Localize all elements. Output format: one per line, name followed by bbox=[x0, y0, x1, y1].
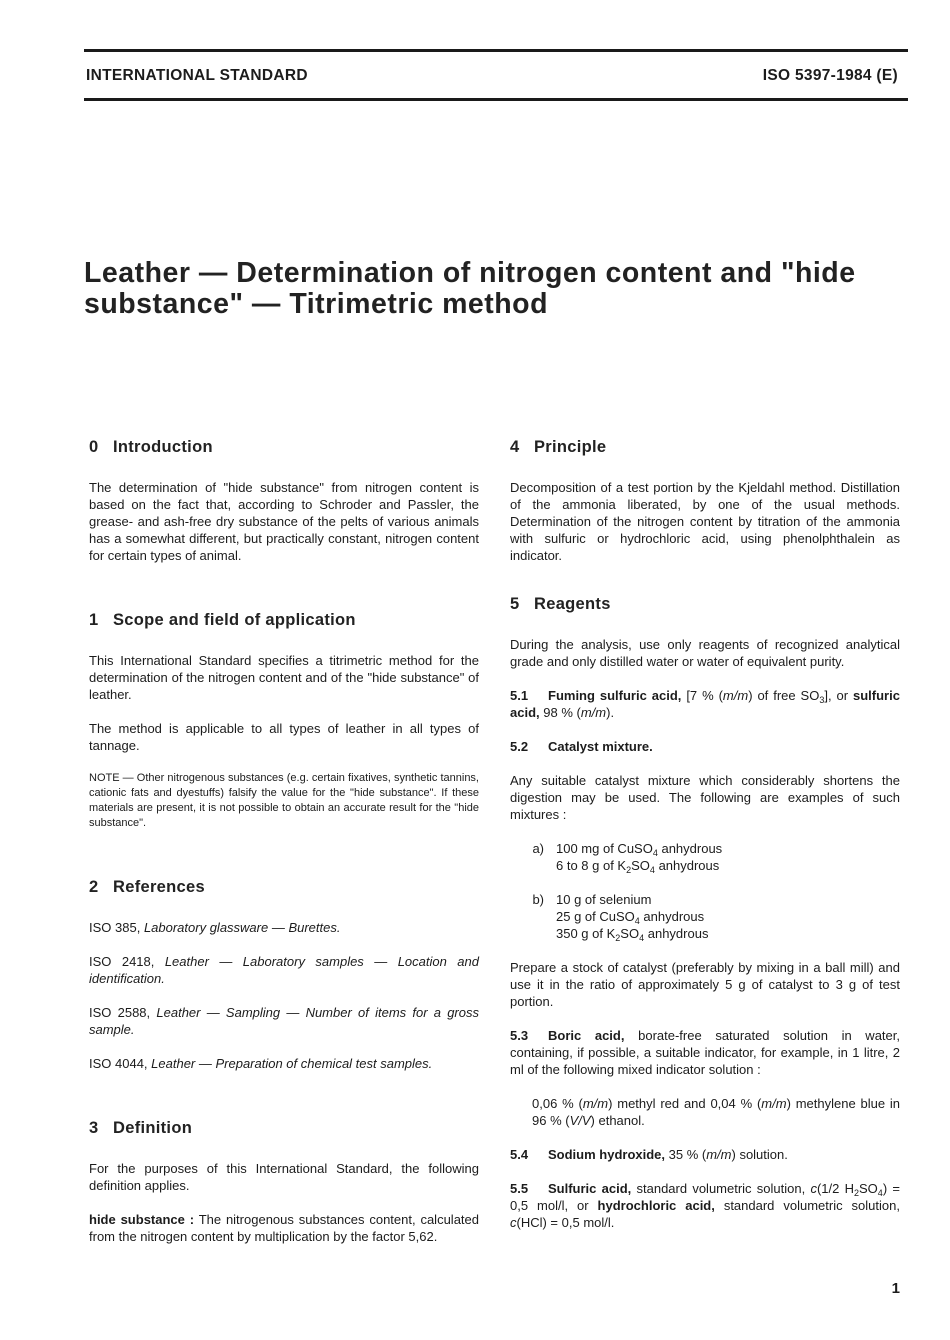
catalyst-list bbox=[510, 840, 900, 942]
page-number: 1 bbox=[891, 1280, 900, 1297]
reference-item: ISO 2588, Leather — Sampling — Number of items for a gross sample. bbox=[89, 1005, 479, 1037]
principle-text: Decomposition of a test portion by the Kjeldahl method. Distillation of the ammonia liberated, by one of the usual methods. Determination of the nitrogen content by titration of the ammonia with sulfuric or hydrochloric acid, using phenolphthalein as indicator. bbox=[510, 480, 900, 563]
reagent-5-5: 5.5 Sulfuric acid, standard volumetric solution, c(1/2 $H_2SO_4) = 0,5$ mol/l, or hydrochloric acid, standard volumetric solution, c(HCl) = 0,5 mol/l. bbox=[510, 1181, 900, 1230]
reference-item: ISO 385, Laboratory glassware — Burettes. bbox=[89, 920, 341, 935]
section-1-heading: 1 Scope and field of application bbox=[89, 611, 356, 629]
catalyst-text: Any suitable catalyst mixture which considerably shortens the digestion may be used. The following are examples of such mixtures : bbox=[510, 773, 900, 822]
reference-item: ISO 2418, Leather — Laboratory samples — Location and identification. bbox=[89, 954, 479, 986]
header-rule bbox=[84, 98, 908, 101]
scope-note: NOTE — Other nitrogenous substances (e.g. certain fixatives, synthetic tannins, cationic fats and dyestuffs) falsify the value for the "hide substance". If these materials are present, it is not possible to obtain an accurate result for the "hide substance". bbox=[89, 772, 479, 829]
header-left: INTERNATIONAL STANDARD bbox=[86, 67, 308, 84]
section-3-heading: 3 Definition bbox=[89, 1119, 193, 1137]
section-2-heading: 2 References bbox=[89, 878, 205, 896]
reagent-5-1: 5.1 Fuming sulfuric acid, [7 % (m/m) of free $SO_3$], or sulfuric acid, 98 % (m/m). bbox=[510, 688, 900, 720]
reagent-5-2: 5.2 Catalyst mixture. bbox=[510, 739, 653, 754]
section-5-heading: 5 Reagents bbox=[510, 595, 611, 613]
catalyst-option-a: a) 100 mg of CuSO$_4$ anhydrous 6 to 8 g of $K_2SO_4$ anhydrous bbox=[532, 841, 723, 875]
catalyst-preparation-text: Prepare a stock of catalyst (preferably by mixing in a ball mill) and use it in the ratio of approximately 5 g of catalyst to 3 g of test portion. bbox=[510, 960, 900, 1009]
catalyst-option-b: b) 10 g of selenium 25 g of CuSO$_4$ anhydrous 350 g of $K_2SO_4$ anhydrous bbox=[532, 892, 709, 943]
definition-text: hide substance : The nitrogenous substances content, calculated from the nitrogen content by multiplication by the factor 5,62. bbox=[89, 1212, 479, 1244]
introduction-text: The determination of "hide substance" from nitrogen content is based on the fact that, according to Schroder and Passler, the grease- and ash-free dry substance of the pelts of various animals has a somewhat different, but practically constant, nitrogen content for certain types of animal. bbox=[89, 480, 479, 563]
applicability-text: The method is applicable to all types of leather in all types of tannage. bbox=[89, 721, 479, 753]
section-0-heading: 0 Introduction bbox=[89, 438, 213, 456]
definition-intro: For the purposes of this International Standard, the following definition applies. bbox=[89, 1161, 479, 1193]
scope-text: This International Standard specifies a titrimetric method for the determination of the nitrogen content and of the "hide substance" of leather. bbox=[89, 653, 479, 702]
indicator-solution: 0,06 % (m/m) methyl red and 0,04 % (m/m) methylene blue in 96 % (V/V) ethanol. bbox=[532, 1096, 901, 1128]
reagent-5-3: 5.3 Boric acid, borate-free saturated solution in water, containing, if possible, a suitable indicator, for example, in 1 litre, 2 ml of the following mixed indicator solution : bbox=[510, 1028, 900, 1077]
reagents-intro: During the analysis, use only reagents of recognized analytical grade and only distilled water or water of equivalent purity. bbox=[510, 637, 900, 669]
top-rule bbox=[84, 49, 908, 52]
header-right: ISO 5397-1984 (E) bbox=[762, 67, 898, 84]
section-4-heading: 4 Principle bbox=[510, 438, 607, 456]
page-title: Leather — Determination of nitrogen content and "hide substance" — Titrimetric method bbox=[84, 257, 856, 320]
reagent-5-4: 5.4 Sodium hydroxide, 35 % (m/m) solution. bbox=[510, 1147, 788, 1162]
reference-item: ISO 4044, Leather — Preparation of chemical test samples. bbox=[89, 1056, 433, 1071]
left-column bbox=[89, 438, 479, 1262]
right-column bbox=[510, 438, 900, 1248]
